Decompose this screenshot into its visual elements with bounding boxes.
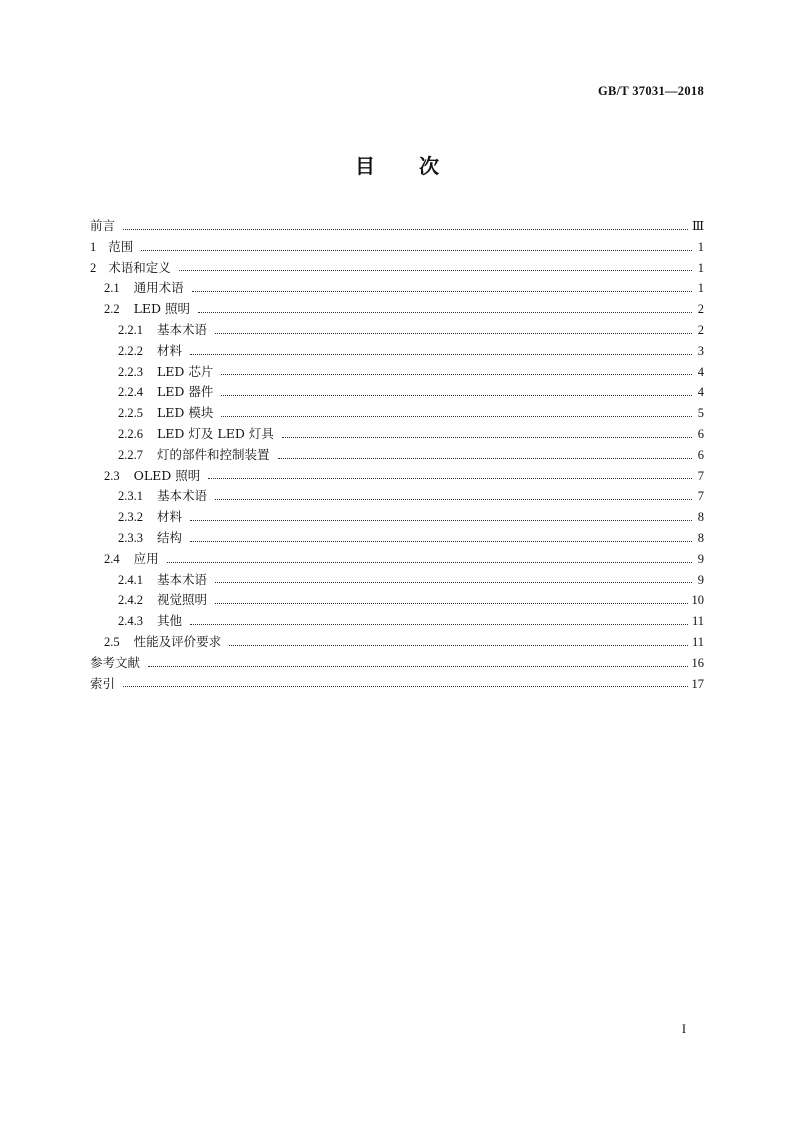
page-title bbox=[0, 150, 794, 179]
toc-entry[interactable] bbox=[90, 278, 704, 299]
toc-entry[interactable] bbox=[90, 445, 704, 466]
dot-leader bbox=[141, 250, 692, 251]
toc-entry-page: 9 bbox=[697, 572, 704, 587]
toc-entry[interactable] bbox=[90, 528, 704, 549]
toc-entry-title: LED 芯片 bbox=[157, 363, 214, 379]
toc-entry-number: 2 bbox=[90, 260, 97, 275]
toc-entry[interactable] bbox=[90, 258, 704, 279]
toc-entry[interactable] bbox=[90, 341, 704, 362]
toc-entry-number: 2.3.1 bbox=[118, 489, 143, 504]
toc-entry-title: 灯的部件和控制装置 bbox=[157, 446, 270, 462]
toc-entry[interactable] bbox=[90, 590, 704, 611]
toc-entry-number: 2.2.3 bbox=[118, 364, 143, 379]
toc-entry[interactable] bbox=[90, 507, 704, 528]
dot-leader bbox=[123, 686, 687, 687]
dot-leader bbox=[123, 229, 688, 230]
dot-leader bbox=[190, 624, 688, 625]
title-char-2: 次 bbox=[419, 154, 439, 178]
dot-leader bbox=[221, 395, 692, 396]
toc-entry-page: 6 bbox=[697, 426, 704, 441]
toc-entry-title: 材料 bbox=[157, 342, 183, 358]
toc-entry-page: 2 bbox=[697, 302, 704, 317]
toc-entry-number: 2.2.5 bbox=[118, 406, 143, 421]
toc-entry[interactable] bbox=[90, 674, 704, 695]
toc-entry[interactable] bbox=[90, 611, 704, 632]
toc-entry[interactable] bbox=[90, 549, 704, 570]
dot-leader bbox=[190, 354, 692, 355]
toc-entry-page: 3 bbox=[697, 343, 704, 358]
dot-leader bbox=[192, 291, 692, 292]
toc-entry-number: 2.2.4 bbox=[118, 385, 143, 400]
toc-entry[interactable] bbox=[90, 362, 704, 383]
toc-entry-title: 结构 bbox=[157, 529, 183, 545]
dot-leader bbox=[278, 458, 692, 459]
dot-leader bbox=[215, 603, 687, 604]
toc-entry-title: 视觉照明 bbox=[157, 592, 208, 608]
toc-entry-number: 2.4.3 bbox=[118, 614, 143, 629]
toc-entry[interactable] bbox=[90, 653, 704, 674]
toc-entry-title: 性能及评价要求 bbox=[133, 633, 222, 649]
dot-leader bbox=[215, 499, 692, 500]
toc-entry-page: 1 bbox=[697, 281, 704, 296]
toc-entry[interactable] bbox=[90, 403, 704, 424]
toc-entry-title: 基本术语 bbox=[157, 488, 208, 504]
toc-entry-page: 2 bbox=[697, 322, 704, 337]
toc-entry-number: 2.2.6 bbox=[118, 426, 143, 441]
toc-entry-page: 5 bbox=[697, 406, 704, 421]
toc-entry-page: 4 bbox=[697, 385, 704, 400]
toc-entry-number: 1 bbox=[90, 239, 97, 254]
toc-entry-number: 2.4.1 bbox=[118, 572, 143, 587]
toc-entry-number: 2.2 bbox=[104, 302, 120, 317]
toc-entry-page: 4 bbox=[697, 364, 704, 379]
toc-entry-title: LED 器件 bbox=[157, 384, 214, 400]
toc-entry-number: 2.2.1 bbox=[118, 322, 143, 337]
dot-leader bbox=[167, 562, 692, 563]
dot-leader bbox=[221, 374, 692, 375]
toc-entry[interactable] bbox=[90, 237, 704, 258]
toc-entry-number: 2.5 bbox=[104, 634, 120, 649]
toc-entry[interactable] bbox=[90, 466, 704, 487]
toc-entry-page: 1 bbox=[697, 239, 704, 254]
toc-entry-page: 1 bbox=[697, 260, 704, 275]
toc-entry[interactable] bbox=[90, 486, 704, 507]
toc-entry[interactable] bbox=[90, 424, 704, 445]
toc-entry-number: 2.2.7 bbox=[118, 447, 143, 462]
toc-entry-title: 范围 bbox=[108, 238, 134, 254]
standard-code: GB/T 37031—2018 bbox=[597, 84, 704, 98]
toc-entry-page: 11 bbox=[691, 614, 704, 629]
toc-entry-page: 10 bbox=[691, 593, 704, 608]
dot-leader bbox=[190, 520, 692, 521]
dot-leader bbox=[198, 312, 692, 313]
dot-leader bbox=[148, 666, 687, 667]
toc-entry-page: Ⅲ bbox=[691, 219, 704, 233]
title-char-1: 目 bbox=[355, 154, 375, 178]
dot-leader bbox=[179, 270, 692, 271]
toc-entry-page: 8 bbox=[697, 530, 704, 545]
toc-entry-page: 17 bbox=[691, 676, 704, 691]
toc-entry-number: 2.1 bbox=[104, 281, 120, 296]
page-number: I bbox=[681, 1022, 686, 1036]
toc-entry[interactable] bbox=[90, 320, 704, 341]
toc-entry-title: LED 模块 bbox=[157, 405, 214, 421]
toc-entry[interactable] bbox=[90, 570, 704, 591]
toc-entry-title: LED 照明 bbox=[133, 301, 191, 317]
dot-leader bbox=[282, 437, 692, 438]
toc-entry-title: LED 灯及 LED 灯具 bbox=[157, 425, 274, 441]
toc-entry-title: 其他 bbox=[157, 613, 183, 629]
table-of-contents bbox=[90, 216, 704, 694]
toc-entry-page: 16 bbox=[691, 655, 704, 670]
toc-entry-title: 材料 bbox=[157, 509, 183, 525]
dot-leader bbox=[221, 416, 692, 417]
toc-entry-title: 应用 bbox=[133, 550, 159, 566]
toc-entry-title: 基本术语 bbox=[157, 321, 208, 337]
toc-entry-number: 2.3.2 bbox=[118, 510, 143, 525]
toc-entry-title: OLED 照明 bbox=[133, 467, 201, 483]
toc-entry-page: 8 bbox=[697, 510, 704, 525]
dot-leader bbox=[190, 541, 692, 542]
toc-entry-number: 2.4.2 bbox=[118, 593, 143, 608]
toc-entry-number: 2.2.2 bbox=[118, 343, 143, 358]
toc-entry[interactable] bbox=[90, 382, 704, 403]
toc-entry[interactable] bbox=[90, 632, 704, 653]
dot-leader bbox=[229, 645, 688, 646]
toc-entry-page: 6 bbox=[697, 447, 704, 462]
toc-entry-number: 2.3.3 bbox=[118, 530, 143, 545]
toc-entry-page: 7 bbox=[697, 468, 704, 483]
toc-entry-number: 2.3 bbox=[104, 468, 120, 483]
dot-leader bbox=[208, 478, 692, 479]
toc-entry-page: 9 bbox=[697, 551, 704, 566]
toc-entry-title: 术语和定义 bbox=[108, 259, 171, 275]
toc-entry-title: 前言 bbox=[90, 218, 116, 233]
toc-entry[interactable] bbox=[90, 216, 704, 237]
toc-entry-page: 11 bbox=[691, 634, 704, 649]
toc-entry-page: 7 bbox=[697, 489, 704, 504]
toc-entry-title: 参考文献 bbox=[90, 654, 141, 670]
toc-entry-title: 索引 bbox=[90, 675, 116, 691]
dot-leader bbox=[215, 582, 692, 583]
toc-entry-title: 基本术语 bbox=[157, 571, 208, 587]
toc-entry[interactable] bbox=[90, 299, 704, 320]
dot-leader bbox=[215, 333, 692, 334]
toc-entry-number: 2.4 bbox=[104, 551, 120, 566]
toc-entry-title: 通用术语 bbox=[133, 280, 184, 296]
